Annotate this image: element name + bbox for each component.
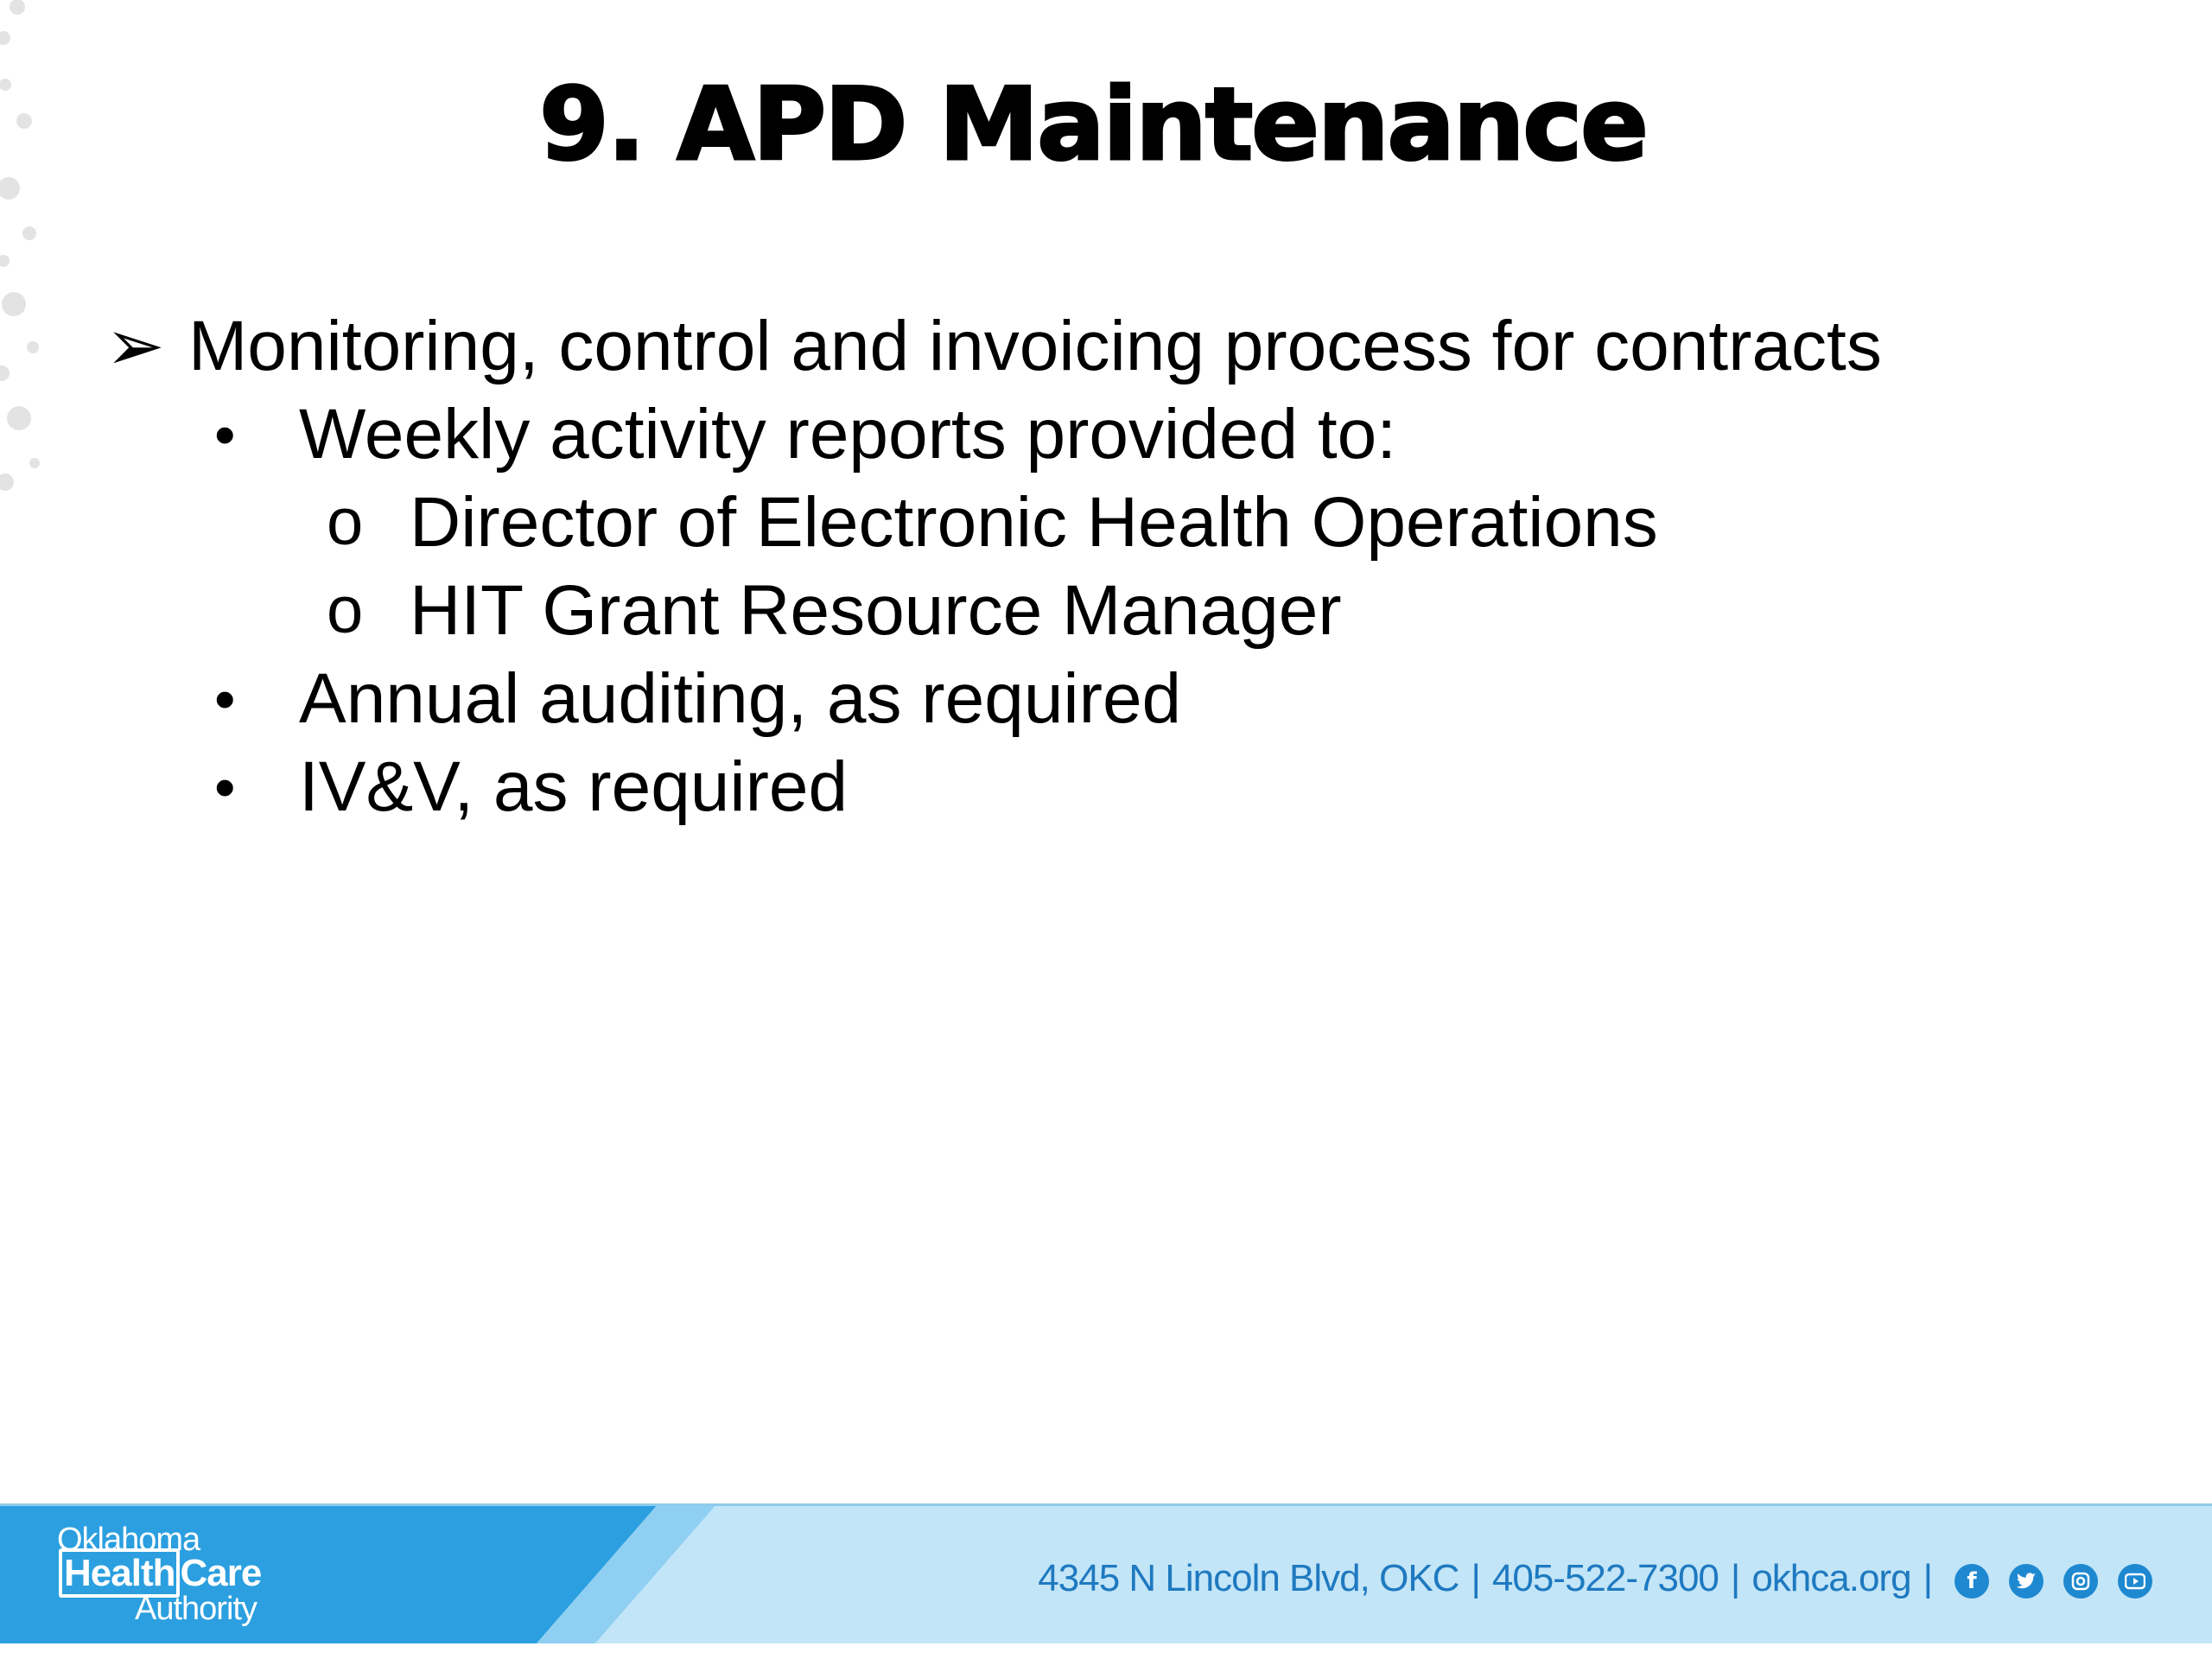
slide-title: 9. APD Maintenance — [539, 67, 1647, 183]
footer-separator: | — [1730, 1557, 1740, 1599]
bullet-item — [0, 567, 2074, 655]
footer-bottom-border — [0, 1643, 2212, 1659]
arrow-bullet-icon: ➢ — [105, 307, 165, 385]
bullet-item — [0, 655, 2074, 743]
dot-bullet-icon: • — [214, 753, 236, 821]
logo-text-care: Care — [180, 1552, 262, 1594]
footer-separator: | — [1471, 1557, 1480, 1599]
footer-bar — [0, 1503, 2212, 1652]
twitter-icon[interactable] — [2009, 1564, 2044, 1599]
dot-bullet-icon: • — [214, 665, 236, 733]
footer-website-link[interactable]: okhca.org — [1751, 1557, 1911, 1599]
youtube-icon[interactable] — [2118, 1564, 2152, 1599]
footer-phone[interactable]: 405-522-7300 — [1491, 1557, 1719, 1599]
dot-bullet-icon: • — [214, 401, 236, 468]
footer-contact — [1038, 1548, 1944, 1609]
bullet-text: IV&V, as required — [299, 747, 849, 826]
bullet-item — [0, 479, 2074, 567]
footer-address: 4345 N Lincoln Blvd, OKC — [1038, 1557, 1459, 1599]
instagram-icon[interactable] — [2063, 1564, 2098, 1599]
circle-bullet-icon: o — [327, 574, 364, 647]
footer-top-border — [0, 1503, 2212, 1506]
bullet-text: Director of Electronic Health Operations — [410, 483, 1658, 562]
logo-text-authority: Authority — [135, 1591, 257, 1627]
bullet-list — [0, 302, 2074, 831]
bullet-item — [0, 391, 2074, 479]
circle-bullet-icon: o — [327, 486, 364, 559]
okhca-logo[interactable] — [54, 1522, 313, 1635]
bullet-text: HIT Grant Resource Manager — [410, 571, 1342, 650]
logo-text-healthcare — [59, 1552, 261, 1595]
bullet-text: Annual auditing, as required — [299, 659, 1182, 738]
social-icons — [1955, 1564, 2152, 1599]
logo-text-health: Health — [59, 1548, 180, 1598]
bullet-text: Monitoring, control and invoicing process for contracts — [188, 307, 1882, 385]
logo-text-oklahoma: Oklahoma — [57, 1522, 200, 1558]
bullet-item — [0, 743, 2074, 831]
footer-separator: | — [1923, 1557, 1932, 1599]
bullet-item — [0, 302, 2074, 391]
facebook-icon[interactable]: f — [1955, 1564, 1989, 1599]
bullet-text: Weekly activity reports provided to: — [299, 395, 1396, 474]
